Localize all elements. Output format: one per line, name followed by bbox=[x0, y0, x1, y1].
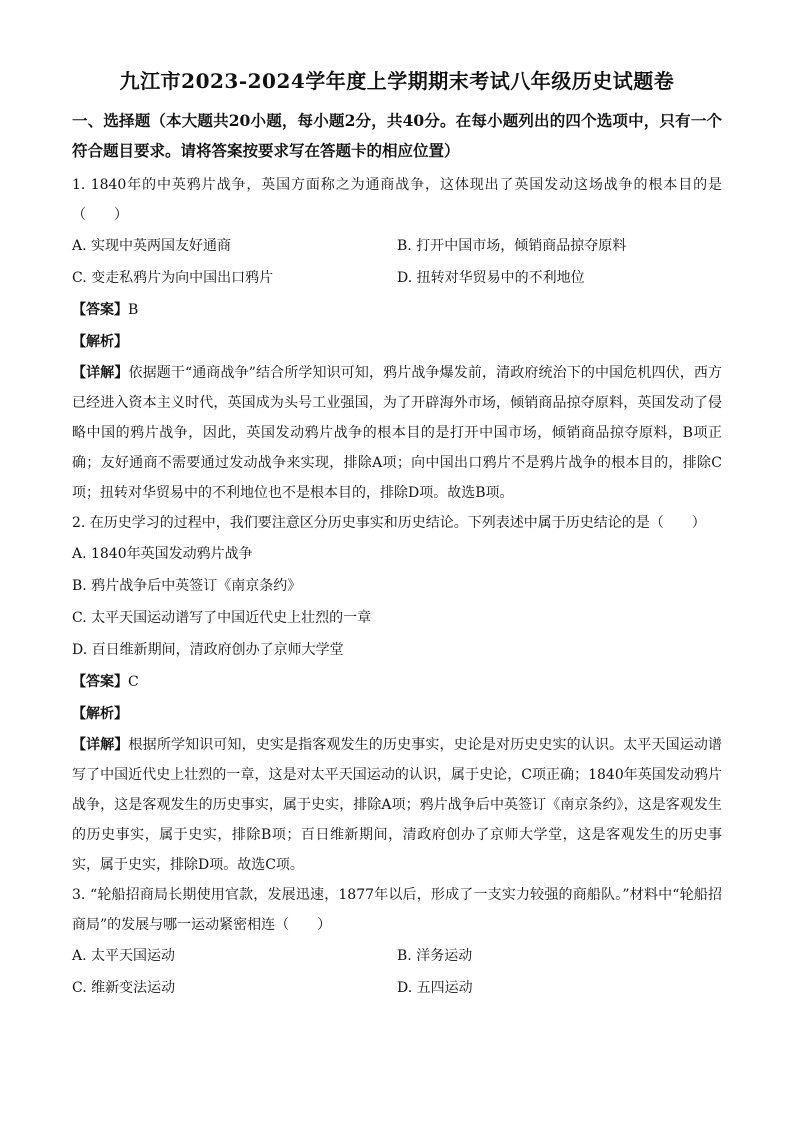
option-a: A. 太平天国运动 bbox=[72, 948, 176, 964]
page-title: 九江市2023-2024学年度上学期期末考试八年级历史试题卷 bbox=[119, 69, 675, 93]
analysis-line bbox=[72, 698, 722, 730]
question-1 bbox=[72, 170, 722, 508]
question-stem: 3. “轮船招商局长期使用官款，发展迅速，1877年以后，形成了一支实力较强的商船队。”材料中“轮船招商局”的发展与哪一运动紧密相连（ ） bbox=[72, 887, 722, 933]
option-d: D. 扭转对华贸易中的不利地位 bbox=[397, 270, 585, 286]
detail-text: 依据题干“通商战争”结合所学知识可知，鸦片战争爆发前，清政府统治下的中国危机四伏，西方已经进入资本主义时代，英国成为头号工业强国，为了开辟海外市场，倾销商品掠夺原料，英国发动了侵略中国的鸦片战争，因此，英国发动鸦片战争的根本目的是打开中国市场，倾销商品掠夺原料，B项正确；友好通商不需要通过发动战争来实现，排除A项；向中国出口鸦片不是鸦片战争的根本目的，排除C项；扭转对华贸易中的不利地位也不是根本目的，排除D项。故选B项。 bbox=[72, 365, 723, 501]
question-2 bbox=[72, 508, 722, 880]
options-grid bbox=[72, 940, 722, 1004]
option-b: B. 鸦片战争后中英签订《南京条约》 bbox=[72, 578, 302, 594]
answer-value: B bbox=[128, 302, 139, 318]
option-d: D. 五四运动 bbox=[397, 980, 473, 996]
answer-label: 【答案】 bbox=[72, 302, 128, 318]
option-b: B. 打开中国市场，倾销商品掠夺原料 bbox=[397, 238, 627, 254]
answer-line bbox=[72, 294, 722, 326]
option-b: B. 洋务运动 bbox=[397, 948, 473, 964]
analysis-line bbox=[72, 326, 722, 358]
question-stem: 2. 在历史学习的过程中，我们要注意区分历史事实和历史结论。下列表述中属于历史结论的是（ ） bbox=[72, 515, 706, 531]
option-c: C. 变走私鸦片为向中国出口鸦片 bbox=[72, 270, 274, 286]
analysis-label: 【解析】 bbox=[72, 334, 128, 350]
options-grid bbox=[72, 230, 722, 294]
option-c: C. 维新变法运动 bbox=[72, 980, 176, 996]
detail-label: 【详解】 bbox=[72, 365, 129, 381]
question-3 bbox=[72, 880, 722, 1004]
answer-line bbox=[72, 666, 722, 698]
option-c: C. 太平天国运动谱写了中国近代史上壮烈的一章 bbox=[72, 610, 372, 626]
option-a: A. 1840年英国发动鸦片战争 bbox=[72, 546, 253, 562]
analysis-label: 【解析】 bbox=[72, 706, 128, 722]
question-stem: 1. 1840年的中英鸦片战争，英国方面称之为通商战争，这体现出了英国发动这场战争的根本目的是（ ） bbox=[72, 177, 722, 223]
answer-value: C bbox=[128, 674, 139, 690]
detail-text: 根据所学知识可知，史实是指客观发生的历史事实，史论是对历史史实的认识。太平天国运动谱写了中国近代史上壮烈的一章，这是对太平天国运动的认识，属于史论，C项正确；1840年英国发动鸦片战争，这是客观发生的历史事实，属于史实，排除A项；鸦片战争后中英签订《南京条约》，这是客观发生的历史事实，属于史实，排除B项；百日维新期间，清政府创办了京师大学堂，这是客观发生的历史事实，属于史实，排除D项。故选C项。 bbox=[72, 737, 723, 873]
detail-paragraph bbox=[72, 358, 722, 508]
option-d: D. 百日维新期间，清政府创办了京师大学堂 bbox=[72, 642, 344, 658]
options-list bbox=[72, 538, 722, 666]
option-a: A. 实现中英两国友好通商 bbox=[72, 238, 232, 254]
detail-label: 【详解】 bbox=[72, 737, 129, 753]
section-heading: 一、选择题（本大题共20小题，每小题2分，共40分。在每小题列出的四个选项中，只有一个符合题目要求。请将答案按要求写在答题卡的相应位置） bbox=[72, 111, 722, 160]
detail-paragraph bbox=[72, 730, 722, 880]
answer-label: 【答案】 bbox=[72, 674, 128, 690]
